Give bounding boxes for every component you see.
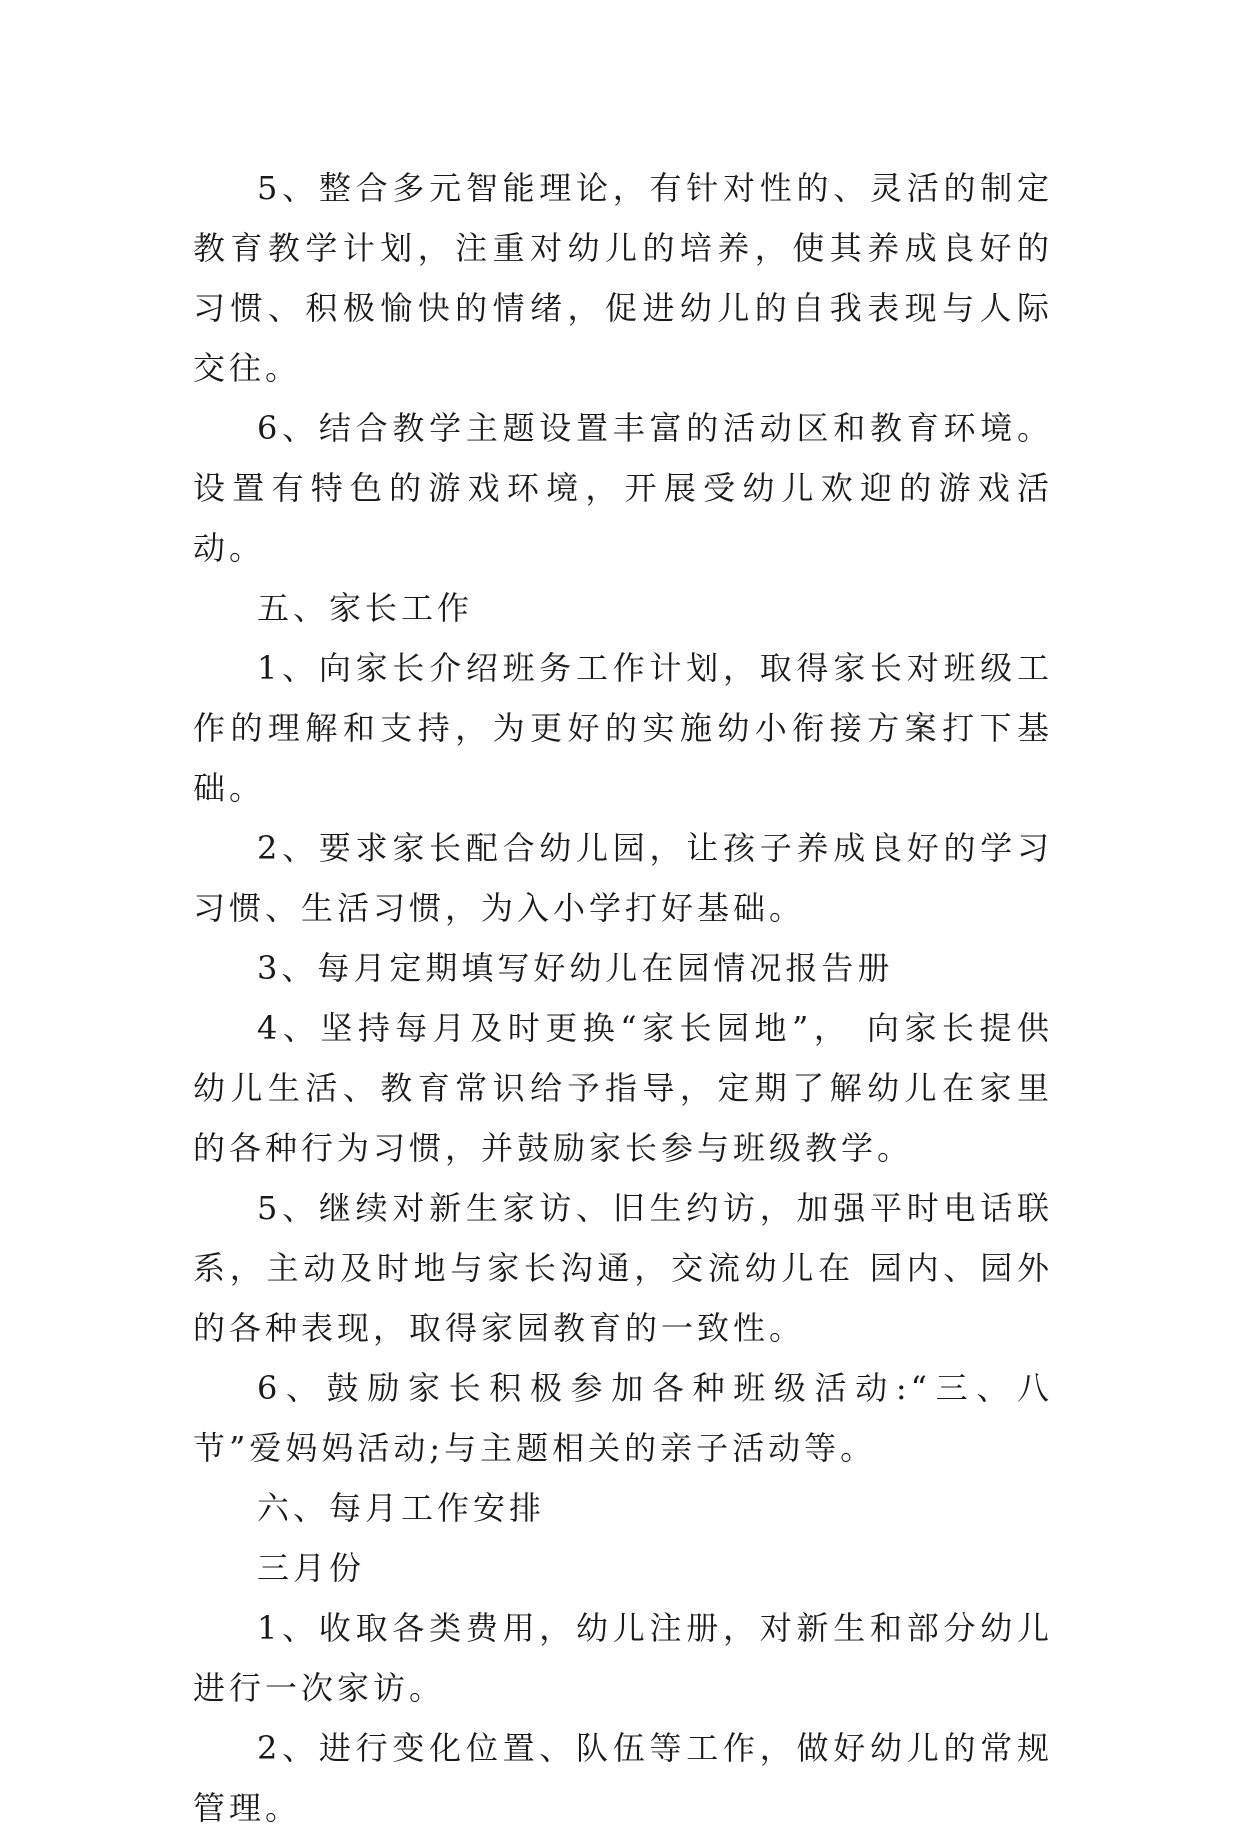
paragraph-parent-work-5: 5、继续对新生家访、旧生约访，加强平时电话联系，主动及时地与家长沟通，交流幼儿在 园内、园外的各种表现，取得家园教育的一致性。 bbox=[193, 1189, 1053, 1347]
paragraph-parent-work-1: 1、向家长介绍班务工作计划，取得家长对班级工作的理解和支持，为更好的实施幼小衔接方案打下基础。 bbox=[193, 649, 1053, 807]
paragraph-parent-work-3: 3、每月定期填写好幼儿在园情况报告册 bbox=[257, 949, 894, 987]
document-body bbox=[193, 158, 1053, 1838]
paragraph-march-2: 2、进行变化位置、队伍等工作，做好幼儿的常规管理。 bbox=[193, 1729, 1053, 1827]
section-heading-parent-work: 五、家长工作 bbox=[257, 589, 474, 627]
paragraph-parent-work-6: 6、鼓励家长积极参加各种班级活动:“三、八节”爱妈妈活动;与主题相关的亲子活动等。 bbox=[193, 1369, 1053, 1467]
paragraph-parent-work-4: 4、坚持每月及时更换“家长园地”， 向家长提供幼儿生活、教育常识给予指导，定期了解幼儿在家里的各种行为习惯，并鼓励家长参与班级教学。 bbox=[193, 1009, 1053, 1167]
paragraph-parent-work-2: 2、要求家长配合幼儿园，让孩子养成良好的学习习惯、生活习惯，为入小学打好基础。 bbox=[193, 829, 1053, 927]
paragraph-march-1: 1、收取各类费用，幼儿注册，对新生和部分幼儿进行一次家访。 bbox=[193, 1609, 1053, 1707]
paragraph-item-5: 5、整合多元智能理论，有针对性的、灵活的制定教育教学计划，注重对幼儿的培养，使其养成良好的习惯、积极愉快的情绪，促进幼儿的自我表现与人际交往。 bbox=[193, 169, 1053, 387]
section-heading-monthly-plan: 六、每月工作安排 bbox=[257, 1489, 546, 1527]
subheading-march: 三月份 bbox=[257, 1549, 366, 1587]
paragraph-item-6: 6、结合教学主题设置丰富的活动区和教育环境。设置有特色的游戏环境，开展受幼儿欢迎的游戏活动。 bbox=[193, 409, 1053, 567]
